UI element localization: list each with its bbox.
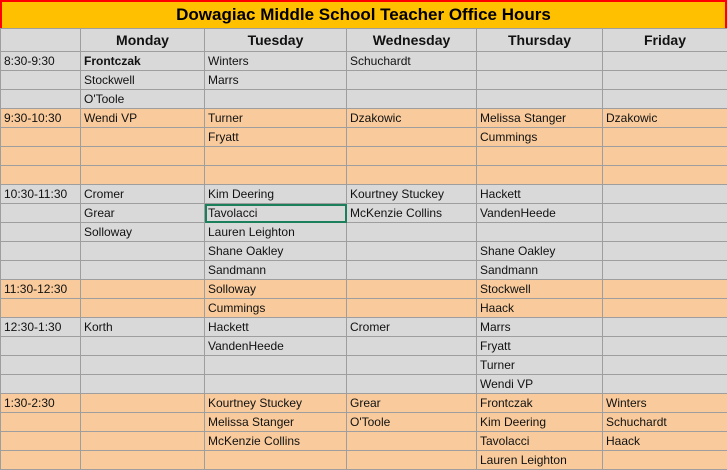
time-slot-cell[interactable] <box>1 71 81 90</box>
friday-cell[interactable] <box>603 261 727 280</box>
friday-cell[interactable] <box>603 52 727 71</box>
table-row <box>1 451 727 470</box>
wednesday-cell[interactable] <box>347 451 477 470</box>
thursday-cell[interactable]: Marrs <box>477 318 603 337</box>
monday-cell[interactable]: Frontczak <box>81 52 205 71</box>
friday-cell[interactable] <box>603 223 727 242</box>
wednesday-cell[interactable]: Cromer <box>347 318 477 337</box>
monday-cell[interactable]: Wendi VP <box>81 109 205 128</box>
thursday-cell[interactable]: Cummings <box>477 128 603 147</box>
time-slot-cell[interactable] <box>1 261 81 280</box>
tuesday-cell[interactable]: Sandmann <box>205 261 347 280</box>
time-slot-cell[interactable] <box>1 375 81 394</box>
table-row <box>1 356 727 375</box>
wednesday-cell[interactable] <box>347 90 477 109</box>
thursday-cell[interactable] <box>477 223 603 242</box>
friday-cell[interactable]: Schuchardt <box>603 413 727 432</box>
time-slot-cell[interactable] <box>1 451 81 470</box>
tuesday-cell[interactable]: Kourtney Stuckey <box>205 394 347 413</box>
wednesday-cell[interactable]: Kourtney Stuckey <box>347 185 477 204</box>
time-column-header[interactable] <box>1 29 81 52</box>
tuesday-cell[interactable]: Fryatt <box>205 128 347 147</box>
thursday-cell[interactable]: Lauren Leighton <box>477 451 603 470</box>
table-row <box>1 432 727 451</box>
wednesday-cell[interactable] <box>347 299 477 318</box>
table-row <box>1 128 727 147</box>
time-slot-cell[interactable] <box>1 223 81 242</box>
tuesday-cell[interactable]: Hackett <box>205 318 347 337</box>
thursday-cell[interactable]: Haack <box>477 299 603 318</box>
time-slot-cell[interactable] <box>1 432 81 451</box>
table-row <box>1 185 727 204</box>
day-header-tuesday[interactable]: Tuesday <box>205 29 347 52</box>
thursday-cell[interactable]: Wendi VP <box>477 375 603 394</box>
wednesday-cell[interactable]: Schuchardt <box>347 52 477 71</box>
thursday-cell[interactable]: Tavolacci <box>477 432 603 451</box>
tuesday-cell[interactable]: Shane Oakley <box>205 242 347 261</box>
wednesday-cell[interactable]: O'Toole <box>347 413 477 432</box>
friday-cell[interactable] <box>603 337 727 356</box>
table-row <box>1 71 727 90</box>
tuesday-cell[interactable]: Solloway <box>205 280 347 299</box>
tuesday-cell[interactable] <box>205 375 347 394</box>
friday-cell[interactable] <box>603 318 727 337</box>
tuesday-cell[interactable] <box>205 166 347 185</box>
table-row <box>1 413 727 432</box>
monday-cell[interactable] <box>81 375 205 394</box>
wednesday-cell[interactable] <box>347 375 477 394</box>
table-row <box>1 375 727 394</box>
thursday-cell[interactable]: Sandmann <box>477 261 603 280</box>
friday-cell[interactable] <box>603 242 727 261</box>
table-row <box>1 223 727 242</box>
friday-cell[interactable] <box>603 147 727 166</box>
wednesday-cell[interactable]: Grear <box>347 394 477 413</box>
monday-cell[interactable] <box>81 242 205 261</box>
monday-cell[interactable]: O'Toole <box>81 90 205 109</box>
time-slot-cell[interactable]: 8:30-9:30 <box>1 52 81 71</box>
tuesday-cell[interactable]: Marrs <box>205 71 347 90</box>
tuesday-cell[interactable]: McKenzie Collins <box>205 432 347 451</box>
wednesday-cell[interactable] <box>347 356 477 375</box>
monday-cell[interactable] <box>81 147 205 166</box>
time-slot-cell[interactable] <box>1 147 81 166</box>
time-slot-cell[interactable]: 9:30-10:30 <box>1 109 81 128</box>
friday-cell[interactable]: Dzakowic <box>603 109 727 128</box>
wednesday-cell[interactable] <box>347 223 477 242</box>
wednesday-cell[interactable] <box>347 261 477 280</box>
office-hours-table <box>0 28 727 470</box>
time-slot-cell[interactable] <box>1 242 81 261</box>
header-row <box>1 29 727 52</box>
monday-cell[interactable] <box>81 337 205 356</box>
tuesday-cell[interactable]: VandenHeede <box>205 337 347 356</box>
wednesday-cell[interactable]: Dzakowic <box>347 109 477 128</box>
tuesday-cell[interactable] <box>205 451 347 470</box>
wednesday-cell[interactable] <box>347 242 477 261</box>
time-slot-cell[interactable] <box>1 204 81 223</box>
monday-cell[interactable] <box>81 413 205 432</box>
friday-cell[interactable] <box>603 166 727 185</box>
monday-cell[interactable] <box>81 166 205 185</box>
wednesday-cell[interactable] <box>347 280 477 299</box>
table-row <box>1 166 727 185</box>
tuesday-cell[interactable] <box>205 147 347 166</box>
table-row <box>1 242 727 261</box>
table-row <box>1 337 727 356</box>
friday-cell[interactable] <box>603 280 727 299</box>
thursday-cell[interactable]: Turner <box>477 356 603 375</box>
friday-cell[interactable] <box>603 185 727 204</box>
time-slot-cell[interactable] <box>1 299 81 318</box>
friday-cell[interactable] <box>603 451 727 470</box>
friday-cell[interactable] <box>603 71 727 90</box>
friday-cell[interactable] <box>603 128 727 147</box>
thursday-cell[interactable]: Shane Oakley <box>477 242 603 261</box>
table-row <box>1 261 727 280</box>
monday-cell[interactable]: Cromer <box>81 185 205 204</box>
tuesday-cell[interactable] <box>205 356 347 375</box>
time-slot-cell[interactable]: 10:30-11:30 <box>1 185 81 204</box>
monday-cell[interactable] <box>81 128 205 147</box>
day-header-friday[interactable]: Friday <box>603 29 727 52</box>
thursday-cell[interactable]: VandenHeede <box>477 204 603 223</box>
time-slot-cell[interactable] <box>1 337 81 356</box>
friday-cell[interactable] <box>603 375 727 394</box>
monday-cell[interactable] <box>81 451 205 470</box>
wednesday-cell[interactable] <box>347 337 477 356</box>
monday-cell[interactable] <box>81 280 205 299</box>
thursday-cell[interactable] <box>477 90 603 109</box>
tuesday-cell[interactable]: Melissa Stanger <box>205 413 347 432</box>
time-slot-cell[interactable] <box>1 356 81 375</box>
tuesday-cell[interactable]: Lauren Leighton <box>205 223 347 242</box>
thursday-cell[interactable] <box>477 166 603 185</box>
monday-cell[interactable] <box>81 261 205 280</box>
monday-cell[interactable]: Stockwell <box>81 71 205 90</box>
thursday-cell[interactable]: Kim Deering <box>477 413 603 432</box>
wednesday-cell[interactable] <box>347 71 477 90</box>
selected-cell[interactable]: Tavolacci <box>205 204 347 223</box>
thursday-cell[interactable]: Frontczak <box>477 394 603 413</box>
day-header-thursday[interactable]: Thursday <box>477 29 603 52</box>
table-row <box>1 299 727 318</box>
wednesday-cell[interactable] <box>347 147 477 166</box>
monday-cell[interactable]: Korth <box>81 318 205 337</box>
wednesday-cell[interactable]: McKenzie Collins <box>347 204 477 223</box>
day-header-wednesday[interactable]: Wednesday <box>347 29 477 52</box>
table-row <box>1 147 727 166</box>
wednesday-cell[interactable] <box>347 128 477 147</box>
monday-cell[interactable]: Solloway <box>81 223 205 242</box>
wednesday-cell[interactable] <box>347 432 477 451</box>
monday-cell[interactable] <box>81 299 205 318</box>
time-slot-cell[interactable] <box>1 413 81 432</box>
table-row <box>1 318 727 337</box>
thursday-cell[interactable]: Hackett <box>477 185 603 204</box>
friday-cell[interactable] <box>603 299 727 318</box>
thursday-cell[interactable]: Stockwell <box>477 280 603 299</box>
time-slot-cell[interactable]: 12:30-1:30 <box>1 318 81 337</box>
thursday-cell[interactable] <box>477 71 603 90</box>
friday-cell[interactable] <box>603 356 727 375</box>
monday-cell[interactable] <box>81 432 205 451</box>
monday-cell[interactable] <box>81 356 205 375</box>
friday-cell[interactable] <box>603 90 727 109</box>
thursday-cell[interactable]: Melissa Stanger <box>477 109 603 128</box>
sheet-title[interactable]: Dowagiac Middle School Teacher Office Hours <box>0 0 727 30</box>
table-body <box>1 52 727 470</box>
time-slot-cell[interactable] <box>1 166 81 185</box>
friday-cell[interactable] <box>603 204 727 223</box>
tuesday-cell[interactable]: Cummings <box>205 299 347 318</box>
time-slot-cell[interactable]: 11:30-12:30 <box>1 280 81 299</box>
friday-cell[interactable]: Haack <box>603 432 727 451</box>
tuesday-cell[interactable]: Turner <box>205 109 347 128</box>
table-row <box>1 52 727 71</box>
thursday-cell[interactable]: Fryatt <box>477 337 603 356</box>
tuesday-cell[interactable] <box>205 90 347 109</box>
thursday-cell[interactable] <box>477 147 603 166</box>
friday-cell[interactable]: Winters <box>603 394 727 413</box>
tuesday-cell[interactable]: Winters <box>205 52 347 71</box>
wednesday-cell[interactable] <box>347 166 477 185</box>
table-row <box>1 280 727 299</box>
table-row <box>1 109 727 128</box>
table-row <box>1 394 727 413</box>
monday-cell[interactable]: Grear <box>81 204 205 223</box>
table-row <box>1 90 727 109</box>
time-slot-cell[interactable] <box>1 90 81 109</box>
time-slot-cell[interactable]: 1:30-2:30 <box>1 394 81 413</box>
thursday-cell[interactable] <box>477 52 603 71</box>
day-header-monday[interactable]: Monday <box>81 29 205 52</box>
time-slot-cell[interactable] <box>1 128 81 147</box>
tuesday-cell[interactable]: Kim Deering <box>205 185 347 204</box>
monday-cell[interactable] <box>81 394 205 413</box>
table-row <box>1 204 727 223</box>
